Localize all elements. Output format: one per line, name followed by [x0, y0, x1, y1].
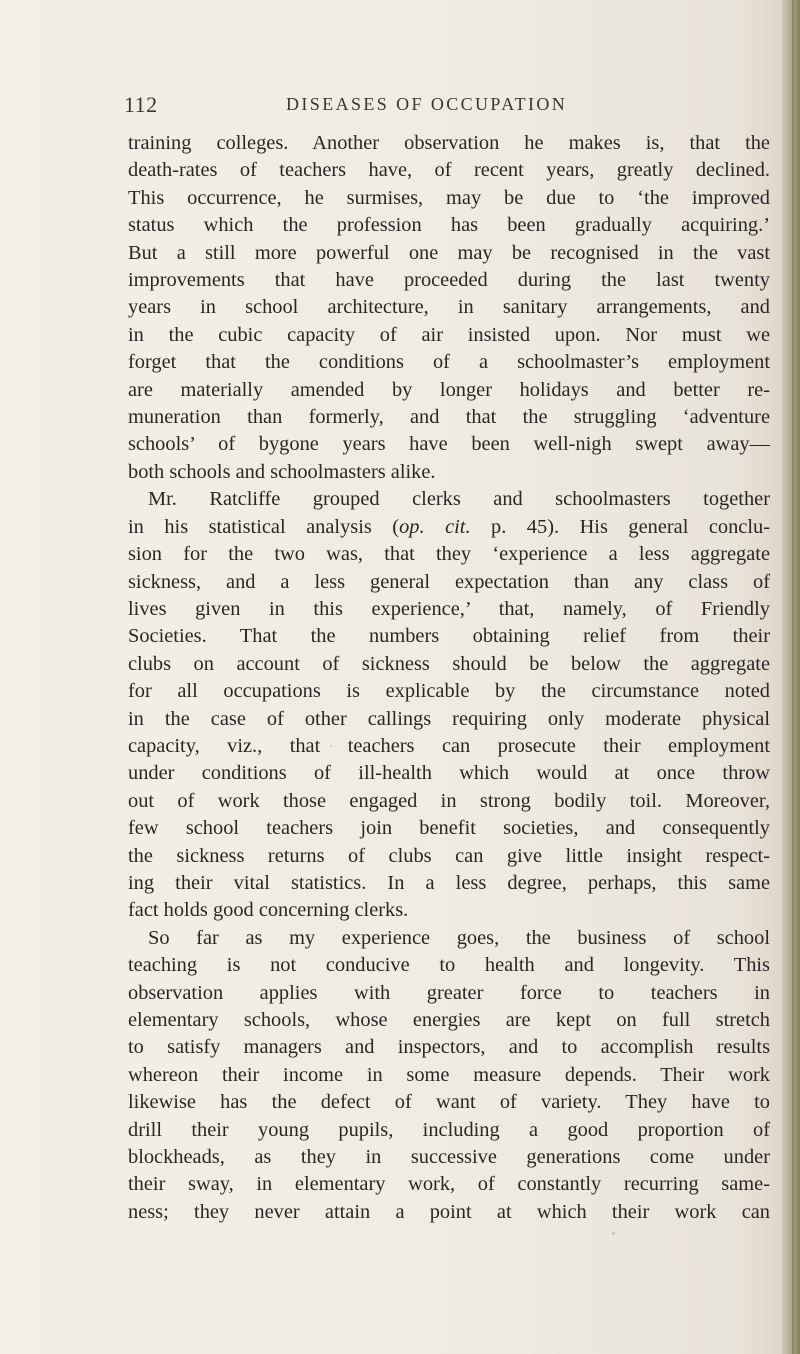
page-header [0, 92, 790, 122]
text-line: schools’ of bygone years have been well-nigh swept away— [128, 433, 770, 456]
text-line: ing their vital statistics. In a less degree, perhaps, this same [128, 871, 770, 894]
page-number: 112 [124, 92, 158, 117]
text-line: under conditions of ill-health which would at once throw [128, 762, 770, 785]
text-line: drill their young pupils, including a good proportion of [128, 1118, 770, 1141]
text-line: death-rates of teachers have, of recent years, greatly declined. [128, 159, 770, 182]
page-edge-shadow [782, 0, 800, 1354]
text-line: the sickness returns of clubs can give little insight respect- [128, 844, 770, 867]
text-line: observation applies with greater force to teachers in [128, 981, 770, 1004]
text-line: likewise has the defect of want of variety. They have to [128, 1091, 770, 1114]
text-line: in the case of other callings requiring only moderate physical [128, 707, 770, 730]
page-edge-stripe [792, 0, 794, 1354]
text-line: both schools and schoolmasters alike. [128, 460, 436, 483]
paper-speck [612, 1232, 615, 1235]
body-text [128, 130, 770, 1226]
text-line: are materially amended by longer holidays and better re- [128, 378, 770, 401]
text-line: elementary schools, whose energies are kept on full stretch [128, 1009, 770, 1031]
text-line: their sway, in elementary work, of constantly recurring same- [128, 1173, 770, 1196]
running-head: DISEASES OF OCCUPATION [286, 94, 568, 114]
text-line: to satisfy managers and inspectors, and to accomplish results [128, 1036, 770, 1059]
text-line: whereon their income in some measure depends. Their work [128, 1063, 770, 1086]
text-line: Societies. That the numbers obtaining relief from their [128, 625, 770, 648]
text-line: blockheads, as they in successive generations come under [128, 1146, 770, 1169]
text-line: out of work those engaged in strong bodily toil. Moreover, [128, 789, 770, 812]
text-line: in his statistical analysis (op. cit. p. 45). His general conclu- [128, 515, 770, 538]
text-line: This occurrence, he surmises, may be due to ‘the improved [128, 186, 770, 209]
text-line: fact holds good concerning clerks. [128, 899, 409, 922]
text-line: Mr. Ratcliffe grouped clerks and schoolmasters together [148, 488, 770, 511]
text-line: But a still more powerful one may be recognised in the vast [128, 241, 770, 264]
paper-speck [330, 745, 332, 747]
text-line: So far as my experience goes, the business of school [148, 926, 770, 949]
text-line: clubs on account of sickness should be below the aggregate [128, 652, 770, 675]
text-line: muneration than formerly, and that the struggling ‘adventure [128, 406, 770, 429]
text-line: training colleges. Another observation he makes is, that the [128, 132, 770, 154]
text-line: ness; they never attain a point at which their work can [128, 1200, 770, 1223]
text-line: for all occupations is explicable by the circumstance noted [128, 680, 770, 703]
italic-citation: op. cit. [399, 515, 471, 538]
text-line: in the cubic capacity of air insisted upon. Nor must we [128, 323, 770, 346]
text-line: few school teachers join benefit societies, and consequently [128, 817, 770, 840]
text-line: sickness, and a less general expectation than any class of [128, 570, 770, 593]
text-line: capacity, viz., that teachers can prosecute their employment [128, 734, 770, 757]
text-line: sion for the two was, that they ‘experience a less aggregate [128, 543, 770, 566]
text-line: years in school architecture, in sanitary arrangements, and [128, 296, 770, 319]
text-line: improvements that have proceeded during the last twenty [128, 269, 770, 292]
text-line: teaching is not conducive to health and longevity. This [128, 954, 770, 977]
text-line: forget that the conditions of a schoolmaster’s employment [128, 351, 770, 374]
text-line: status which the profession has been gradually acquiring.’ [128, 214, 770, 237]
text-line: lives given in this experience,’ that, namely, of Friendly [128, 597, 770, 620]
